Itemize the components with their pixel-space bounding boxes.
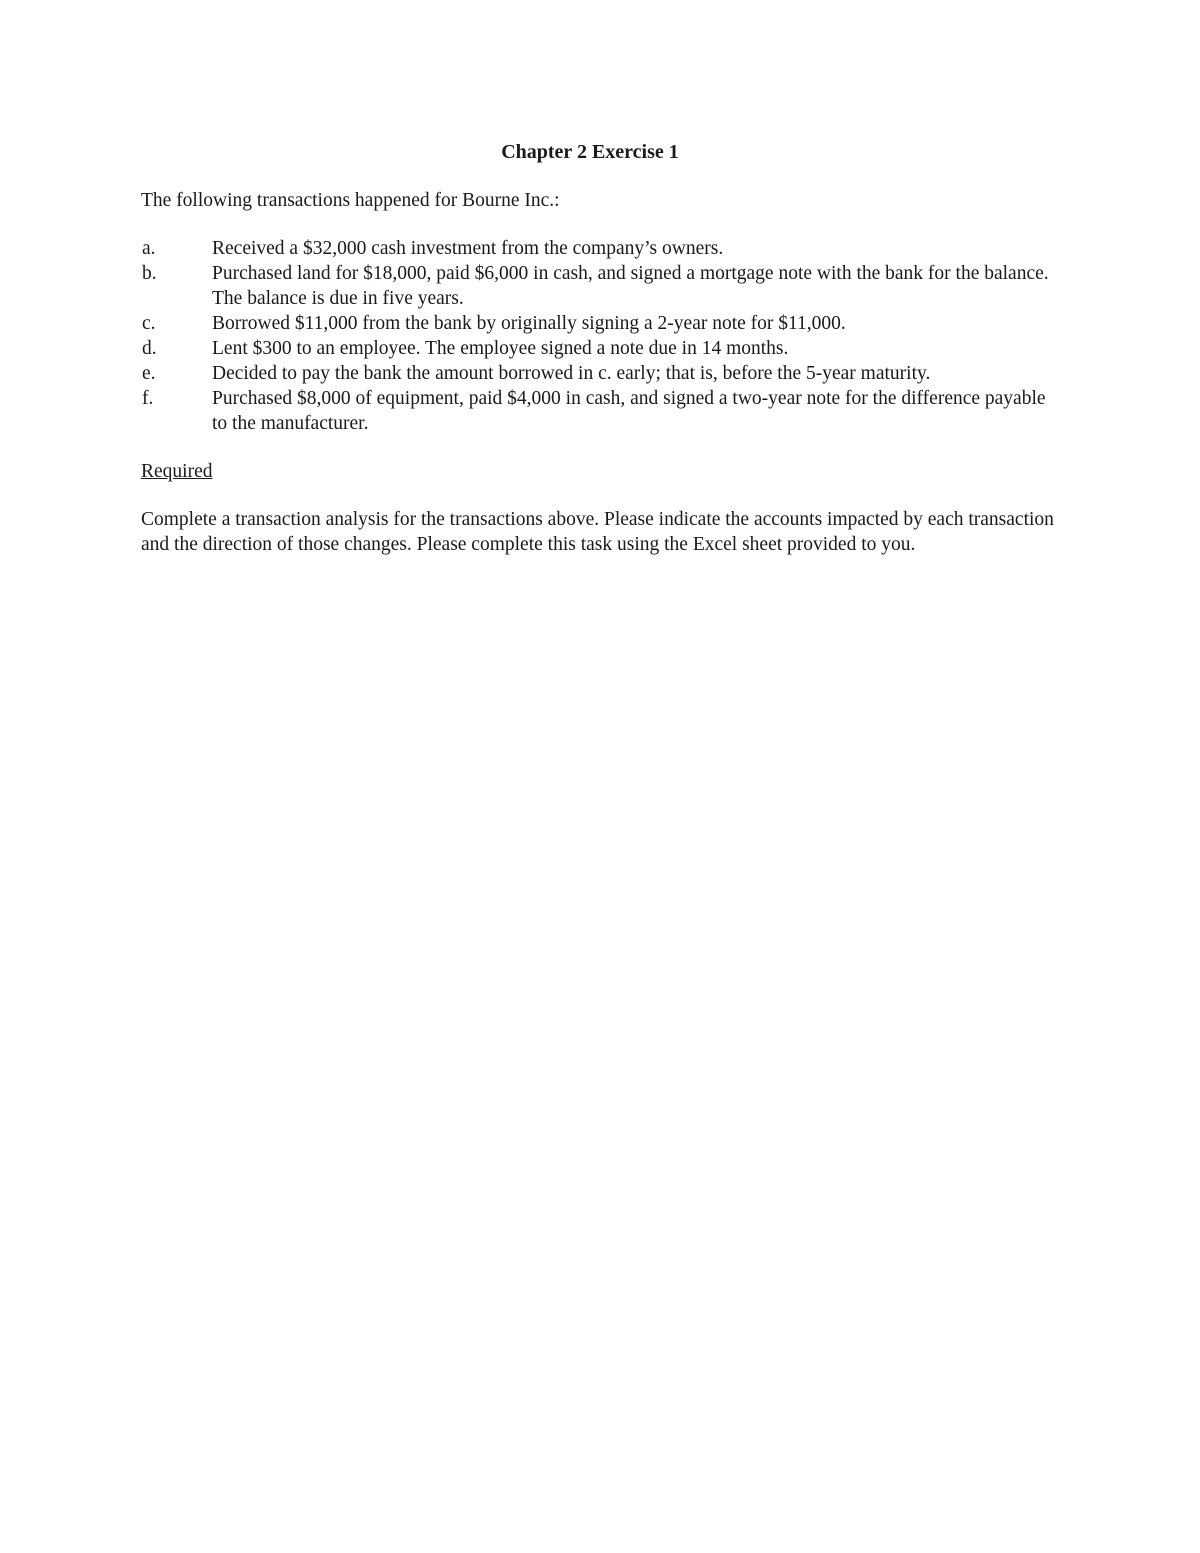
transaction-item-b (141, 261, 1061, 311)
transaction-item-f (141, 386, 1061, 436)
transaction-letter: d. (142, 338, 157, 359)
transaction-text: Borrowed $11,000 from the bank by originally signing a 2-year note for $11,000. (212, 313, 846, 334)
transaction-text: Purchased $8,000 of equipment, paid $4,000 in cash, and signed a two-year note for the difference payable to the manufacturer. (212, 388, 1046, 434)
transaction-letter: f. (142, 388, 154, 409)
transaction-list (141, 236, 1061, 436)
transaction-text: Purchased land for $18,000, paid $6,000 in cash, and signed a mortgage note with the bank for the balance. The balance is due in five years. (212, 263, 1049, 309)
transaction-item-d (141, 336, 1061, 361)
transaction-item-a (141, 236, 1061, 261)
page-title: Chapter 2 Exercise 1 (501, 141, 679, 163)
transaction-letter: e. (142, 363, 156, 384)
transaction-text: Received a $32,000 cash investment from the company’s owners. (212, 238, 724, 259)
transaction-item-c (141, 311, 1061, 336)
transaction-text: Lent $300 to an employee. The employee signed a note due in 14 months. (212, 338, 789, 359)
required-heading: Required (141, 461, 213, 482)
transaction-letter: c. (142, 313, 156, 334)
transaction-item-e (141, 361, 1061, 386)
transaction-text: Decided to pay the bank the amount borrowed in c. early; that is, before the 5-year maturity. (212, 363, 931, 384)
document-content (141, 140, 1061, 557)
transaction-letter: a. (142, 238, 156, 259)
intro-text: The following transactions happened for Bourne Inc.: (141, 190, 560, 211)
transaction-letter: b. (142, 263, 157, 284)
instructions-text: Complete a transaction analysis for the transactions above. Please indicate the accounts impacted by each transaction and the direction of those changes. Please complete this task using the Excel sheet provided to you. (141, 509, 1054, 555)
